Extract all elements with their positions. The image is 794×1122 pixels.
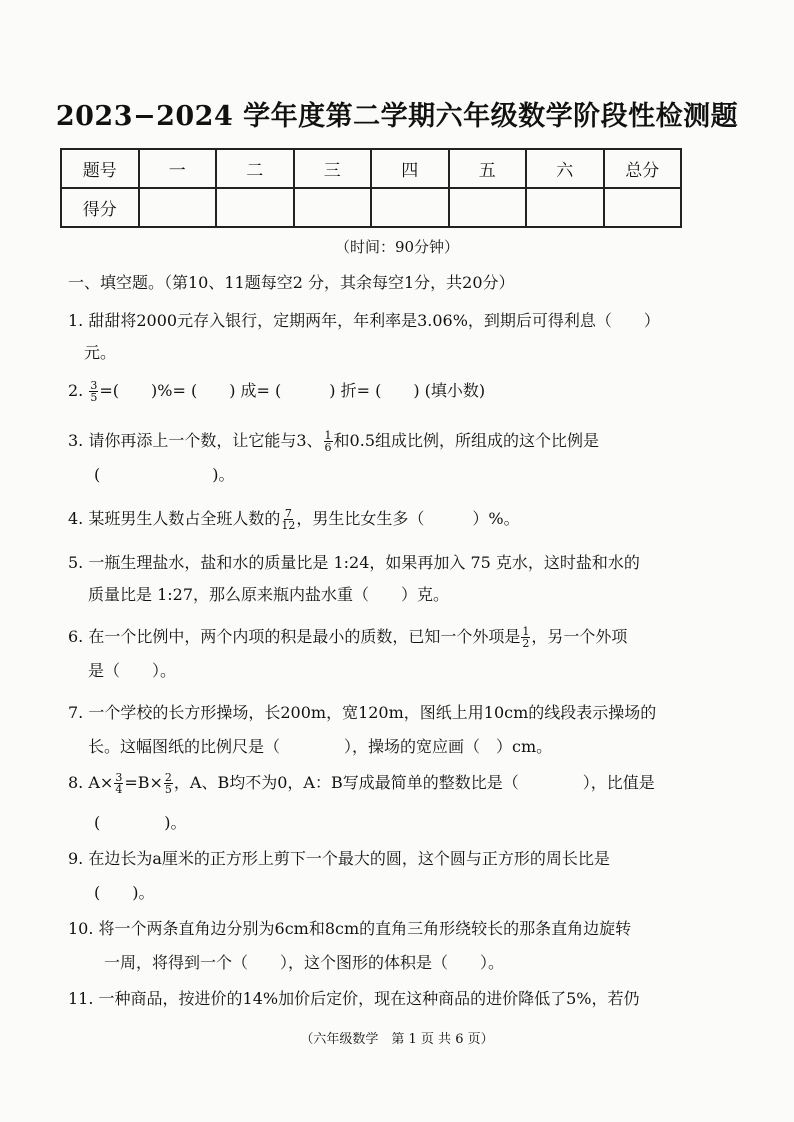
question-7-line1: 7. 一个学校的长方形操场，长200m，宽120m，图纸上用10cm的线段表示操场的 (68, 703, 657, 722)
table-cell: 二 (216, 149, 294, 188)
fraction-numerator: 7 (284, 507, 292, 520)
question-3-line1 (68, 428, 599, 453)
fraction (89, 380, 98, 403)
score-input-cell[interactable] (449, 188, 527, 227)
fraction-numerator: 1 (522, 625, 530, 638)
question-10-line1: 10. 将一个两条直角边分别为6cm和8cm的直角三角形绕较长的那条直角边旋转 (68, 919, 632, 938)
question-4-text-a: 4. 某班男生人数占全班人数的 (68, 509, 281, 528)
fraction (281, 508, 295, 531)
fraction-denominator: 4 (115, 783, 123, 796)
fraction-denominator: 5 (90, 391, 98, 404)
score-table (60, 148, 682, 228)
table-cell: 六 (526, 149, 604, 188)
time-note: （时间：90分钟） (334, 238, 460, 256)
table-cell: 总分 (604, 149, 682, 188)
question-3-text-a: 3. 请你再添上一个数，让它能与3、 (68, 431, 323, 450)
question-4-text-b: ，男生比女生多（ ）%。 (296, 509, 520, 528)
question-2-prefix: 2. (68, 381, 89, 400)
question-2-rest: =( )%= ( ) 成= ( ) 折= ( ) (填小数) (99, 381, 486, 400)
table-row (61, 188, 681, 227)
page-title: 2023−2024 学年度第二学期六年级数学阶段性检测题 (55, 101, 739, 132)
fraction (114, 772, 123, 795)
table-cell: 一 (139, 149, 217, 188)
question-8-text-b: =B× (124, 773, 163, 792)
question-6-line1 (68, 624, 627, 649)
section-heading: 一、填空题。（第10、11题每空2 分，其余每空1分，共20分） (68, 273, 515, 292)
question-9-line1: 9. 在边长为a厘米的正方形上剪下一个最大的圆，这个圆与正方形的周长比是 (68, 849, 610, 868)
fraction (164, 772, 173, 795)
question-5-line2: 质量比是 1:27，那么原来瓶内盐水重（ ）克。 (88, 585, 450, 604)
fraction-numerator: 3 (115, 771, 123, 784)
score-input-cell[interactable] (294, 188, 372, 227)
question-6-text-a: 6. 在一个比例中，两个内项的积是最小的质数，已知一个外项是 (68, 627, 521, 646)
table-cell: 三 (294, 149, 372, 188)
question-8-text-c: ，A、B均不为0，A：B写成最简单的整数比是（ ），比值是 (173, 773, 655, 792)
question-8-line2: ( )。 (94, 813, 187, 832)
table-row (61, 149, 681, 188)
question-5-line1: 5. 一瓶生理盐水，盐和水的质量比是 1:24，如果再加入 75 克水，这时盐和水的 (68, 553, 640, 572)
fraction (521, 626, 530, 649)
score-input-cell[interactable] (526, 188, 604, 227)
question-3-text-b: 和0.5组成比例，所组成的这个比例是 (333, 431, 599, 450)
question-3-line2: ( )。 (94, 465, 235, 484)
fraction-denominator: 2 (522, 637, 530, 650)
question-8-text-a: 8. A× (68, 773, 114, 792)
table-cell: 五 (449, 149, 527, 188)
score-input-cell[interactable] (216, 188, 294, 227)
fraction-numerator: 2 (164, 771, 172, 784)
table-cell: 得分 (61, 188, 139, 227)
score-input-cell[interactable] (371, 188, 449, 227)
question-6-line2: 是（ ）。 (88, 661, 177, 680)
question-2 (68, 378, 485, 403)
question-4 (68, 506, 520, 531)
question-10-line2: 一周，将得到一个（ ），这个图形的体积是（ ）。 (104, 953, 505, 972)
page-footer: （六年级数学 第 1 页 共 6 页） (300, 1032, 494, 1047)
question-6-text-b: ，另一个外项 (531, 627, 628, 646)
table-cell: 题号 (61, 149, 139, 188)
question-9-line2: ( )。 (94, 883, 155, 902)
score-input-cell[interactable] (604, 188, 682, 227)
table-cell: 四 (371, 149, 449, 188)
fraction-numerator: 3 (90, 379, 98, 392)
fraction (324, 430, 333, 453)
fraction-numerator: 1 (324, 429, 332, 442)
fraction-denominator: 6 (324, 441, 332, 454)
score-input-cell[interactable] (139, 188, 217, 227)
question-11-line1: 11. 一种商品，按进价的14%加价后定价，现在这种商品的进价降低了5%，若仍 (68, 989, 640, 1008)
question-7-line2: 长。这幅图纸的比例尺是（ ），操场的宽应画（ ）cm。 (88, 737, 553, 756)
question-1-line2: 元。 (84, 343, 117, 362)
question-8-line1 (68, 770, 655, 795)
fraction-denominator: 12 (281, 519, 296, 532)
question-1-line1: 1. 甜甜将2000元存入银行，定期两年，年利率是3.06%，到期后可得利息（ ） (68, 311, 660, 330)
fraction-denominator: 5 (164, 783, 172, 796)
